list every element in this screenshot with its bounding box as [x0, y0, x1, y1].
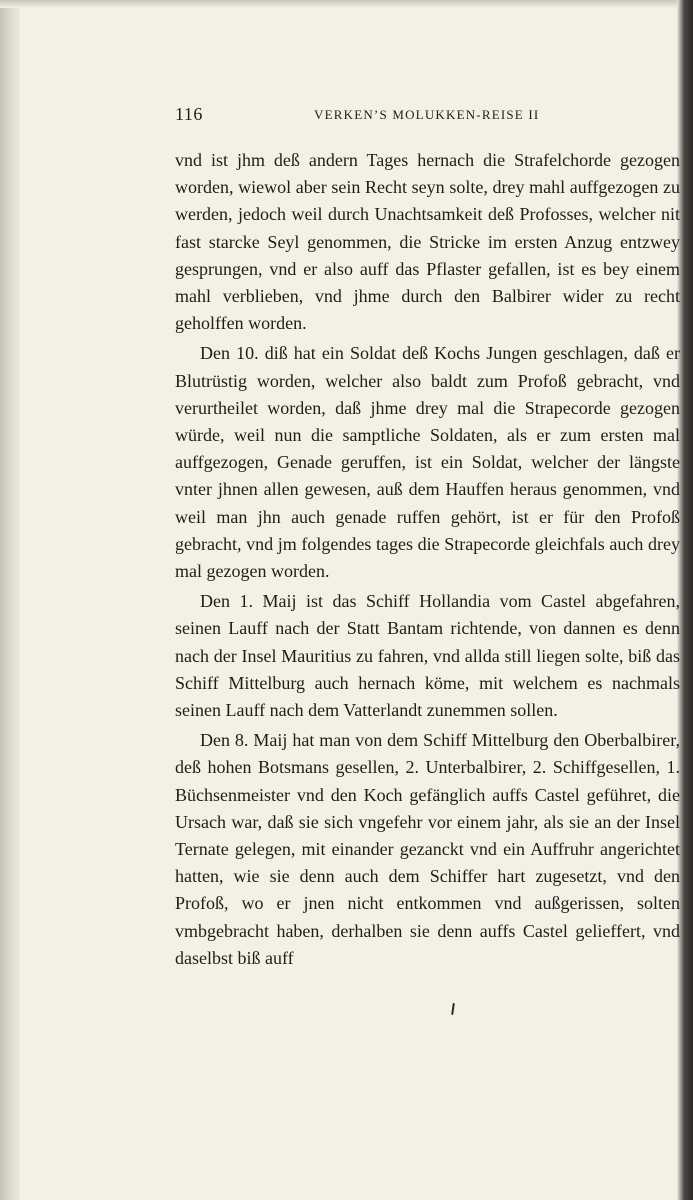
page-top-edge	[0, 0, 693, 8]
page-number: 116	[175, 104, 203, 124]
body-text	[175, 147, 680, 972]
paragraph-10th: Den 10. diß hat ein Soldat deß Kochs Jungen geschlagen, daß er Blutrüstig worden, welcher also baldt zum Profoß gebracht, vnd verurtheilet worden, daß jhme drey mal die Strapecorde gezogen würde, weil nun die samptliche Soldaten, als er zum ersten mal auffgezogen, Genade geruffen, ist ein Soldat, welcher der längste vnter jhnen allen gewesen, auß dem Hauffen heraus genommen, vnd weil man jhn auch genade ruffen gehört, ist er für den Profoß gebracht, vnd jm folgendes tages die Strapecorde gleichfals auch drey mal gezogen worden.	[175, 343, 680, 582]
paragraph-continuation: vnd ist jhm deß andern Tages hernach die Strafelchorde gezogen worden, wiewol aber sein Recht seyn solte, drey mahl auffgezogen zu werden, jedoch weil durch Unachtsamkeit deß Profosses, welcher nit fast starcke Seyl genommen, die Stricke im ersten Anzug entzwey gesprungen, vnd er also auff das Pflaster gefallen, ist es bey einem mahl verblieben, vnd jhme durch den Balbirer wider zu recht geholffen worden.	[175, 150, 680, 334]
ink-mark	[451, 1003, 455, 1015]
running-title: VERKEN’S MOLUKKEN-REISE II	[314, 107, 540, 122]
paragraph-8-maij: Den 8. Maij hat man von dem Schiff Mittelburg den Oberbalbirer, deß hohen Botsmans gesellen, 2. Unterbalbirer, 2. Schiffgesellen, 1. Büchsenmeister vnd den Koch gefänglich auffs Castel geführet, die Ursach war, daß sie sich vngefehr vor einem jahr, als sie an der Insel Ternate gelegen, mit einander gezanckt vnd ein Auffruhr angerichtet hatten, wie sie denn auch dem Schiffer hart zugesetzt, vnd den Profoß, wo er jnen nicht entkommen vnd außgerissen, solten vmbgebracht haben, derhalben sie denn auffs Castel gelieffert, vnd daselbst biß auff	[175, 730, 680, 968]
paragraph-1-maij: Den 1. Maij ist das Schiff Hollandia vom Castel abgefahren, seinen Lauff nach der Statt Bantam richtende, von dannen es denn nach der Insel Mauritius zu fahren, vnd allda still liegen solte, biß das Schiff Mittelburg auch hernach köme, mit welchem es nachmals seinen Lauff nach dem Vatterlandt zunemmen sollen.	[175, 591, 680, 721]
page-gutter-shadow	[0, 0, 20, 1200]
running-head	[175, 104, 680, 126]
